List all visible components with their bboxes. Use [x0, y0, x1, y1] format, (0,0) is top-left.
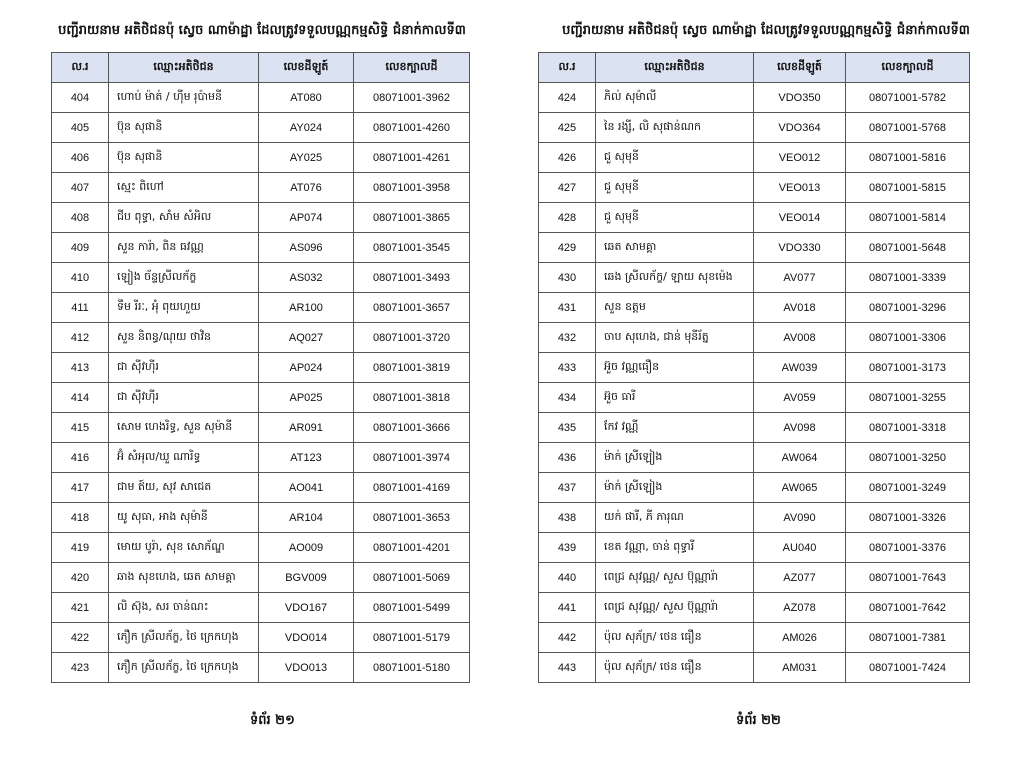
cell-number: 443	[539, 653, 596, 683]
cell-lot-number: AR091	[259, 413, 354, 443]
cell-parcel-number: 08071001-3173	[846, 353, 970, 383]
cell-parcel-number: 08071001-3865	[354, 203, 470, 233]
table-row	[52, 263, 470, 293]
cell-customer-name: ជីប ពុទ្ធា, សាំម សំអិល	[109, 203, 259, 233]
cell-customer-name: អ៊ួច វណ្ណធឿន	[596, 353, 754, 383]
page-title: បញ្ជីរាយនាម អតិថិជនប៉ុ ស្វេច ណាម៉ាដ្ឋា ដែលត្រូវទទួលបណ្ណកម្មសិទ្ធិ ជំនាក់កាលទី៣	[562, 23, 970, 38]
header-customer-name: ឈ្មោះអតិថិជន	[596, 53, 754, 83]
table-row	[539, 503, 970, 533]
table-row	[52, 293, 470, 323]
table-row	[52, 443, 470, 473]
cell-parcel-number: 08071001-5180	[354, 653, 470, 683]
cell-lot-number: AR104	[259, 503, 354, 533]
cell-customer-name: ប៊ុន សុផានិ	[109, 143, 259, 173]
cell-number: 437	[539, 473, 596, 503]
cell-lot-number: AZ078	[754, 593, 846, 623]
table-row	[539, 173, 970, 203]
cell-parcel-number: 08071001-3255	[846, 383, 970, 413]
cell-customer-name: ប៊ុន សុផានិ	[109, 113, 259, 143]
table-row	[539, 203, 970, 233]
table-row	[52, 353, 470, 383]
header-parcel-number: លេខក្បាលដី	[846, 53, 970, 83]
cell-number: 412	[52, 323, 109, 353]
cell-parcel-number: 08071001-4260	[354, 113, 470, 143]
cell-parcel-number: 08071001-5499	[354, 593, 470, 623]
cell-lot-number: AV090	[754, 503, 846, 533]
table-header-row	[52, 53, 470, 83]
page-number: ទំព័រ ២១	[250, 713, 295, 728]
cell-lot-number: AY024	[259, 113, 354, 143]
table-row	[539, 533, 970, 563]
cell-customer-name: ជា ស៊ីវហ៊ីរ	[109, 353, 259, 383]
cell-customer-name: ភិល់ សុម៉ាលី	[596, 83, 754, 113]
customer-table	[538, 52, 970, 683]
cell-number: 439	[539, 533, 596, 563]
cell-parcel-number: 08071001-5768	[846, 113, 970, 143]
cell-customer-name: អ៊ួច ធារី	[596, 383, 754, 413]
cell-parcel-number: 08071001-3249	[846, 473, 970, 503]
cell-customer-name: ម៉ាក់ ស្រីឡៀង	[596, 473, 754, 503]
cell-parcel-number: 08071001-3339	[846, 263, 970, 293]
cell-lot-number: AO009	[259, 533, 354, 563]
header-lot-number: លេខដីឡូត៍	[259, 53, 354, 83]
cell-customer-name: សោម ហេងរិទ្ធ, សួន សុម៉ានី	[109, 413, 259, 443]
cell-number: 420	[52, 563, 109, 593]
table-row	[52, 563, 470, 593]
cell-number: 433	[539, 353, 596, 383]
cell-number: 428	[539, 203, 596, 233]
cell-customer-name: ភឿក ស្រីលក័ក្ខ, ថៃ ក្រេកហុង	[109, 653, 259, 683]
table-row	[52, 623, 470, 653]
cell-number: 426	[539, 143, 596, 173]
cell-number: 418	[52, 503, 109, 533]
cell-number: 427	[539, 173, 596, 203]
cell-parcel-number: 08071001-3666	[354, 413, 470, 443]
cell-lot-number: AM031	[754, 653, 846, 683]
cell-customer-name: ជាម ឥ៍យ, សុវ សាជេត	[109, 473, 259, 503]
table-row	[539, 263, 970, 293]
cell-customer-name: ជួ សុមុនី	[596, 173, 754, 203]
cell-lot-number: VDO330	[754, 233, 846, 263]
table-row	[52, 173, 470, 203]
page-title: បញ្ជីរាយនាម អតិថិជនប៉ុ ស្វេច ណាម៉ាដ្ឋា ដែលត្រូវទទួលបណ្ណកម្មសិទ្ធិ ជំនាក់កាលទី៣	[58, 23, 466, 38]
cell-number: 436	[539, 443, 596, 473]
table-header-row	[539, 53, 970, 83]
cell-parcel-number: 08071001-3296	[846, 293, 970, 323]
cell-number: 419	[52, 533, 109, 563]
table-row	[539, 473, 970, 503]
cell-number: 430	[539, 263, 596, 293]
cell-parcel-number: 08071001-7642	[846, 593, 970, 623]
cell-customer-name: កែវ វណ្ណី	[596, 413, 754, 443]
cell-parcel-number: 08071001-3962	[354, 83, 470, 113]
cell-parcel-number: 08071001-3974	[354, 443, 470, 473]
right-page	[512, 0, 1024, 759]
cell-number: 415	[52, 413, 109, 443]
header-parcel-number: លេខក្បាលដី	[354, 53, 470, 83]
cell-lot-number: AW039	[754, 353, 846, 383]
cell-parcel-number: 08071001-3326	[846, 503, 970, 533]
cell-customer-name: យូ សុធា, អាង សុម៉ានី	[109, 503, 259, 533]
cell-number: 404	[52, 83, 109, 113]
cell-number: 421	[52, 593, 109, 623]
header-number: ល.រ	[52, 53, 109, 83]
table-row	[52, 203, 470, 233]
cell-customer-name: ប៉ុល សុភ័ក្រ/ ថេន ធឿន	[596, 623, 754, 653]
cell-number: 434	[539, 383, 596, 413]
table-row	[539, 563, 970, 593]
cell-lot-number: AQ027	[259, 323, 354, 353]
cell-parcel-number: 08071001-3720	[354, 323, 470, 353]
cell-customer-name: ពេជ្រ សុវណ្ណ/ សួស ប៊ុណ្ណារ៉ា	[596, 563, 754, 593]
cell-number: 442	[539, 623, 596, 653]
cell-lot-number: VEO013	[754, 173, 846, 203]
cell-parcel-number: 08071001-5179	[354, 623, 470, 653]
cell-lot-number: AV008	[754, 323, 846, 353]
cell-lot-number: VDO350	[754, 83, 846, 113]
cell-number: 405	[52, 113, 109, 143]
table-row	[52, 113, 470, 143]
cell-number: 424	[539, 83, 596, 113]
cell-lot-number: AV098	[754, 413, 846, 443]
cell-number: 410	[52, 263, 109, 293]
cell-lot-number: AV059	[754, 383, 846, 413]
cell-lot-number: AS032	[259, 263, 354, 293]
cell-customer-name: ជួ សុមុនី	[596, 143, 754, 173]
cell-customer-name: សួន ឧត្តម	[596, 293, 754, 323]
cell-parcel-number: 08071001-7381	[846, 623, 970, 653]
cell-customer-name: ស្មេះ ពិហៅ	[109, 173, 259, 203]
table-row	[52, 533, 470, 563]
cell-customer-name: ឆាង សុខហេង, ឆេត សាមគ្គា	[109, 563, 259, 593]
cell-parcel-number: 08071001-5814	[846, 203, 970, 233]
cell-customer-name: ឆេត សាមគ្គា	[596, 233, 754, 263]
cell-customer-name: ចាប សុហេង, ជាន់ មុនីរ័ត្ន	[596, 323, 754, 353]
cell-number: 407	[52, 173, 109, 203]
cell-parcel-number: 08071001-5648	[846, 233, 970, 263]
cell-number: 435	[539, 413, 596, 443]
cell-parcel-number: 08071001-3250	[846, 443, 970, 473]
cell-number: 432	[539, 323, 596, 353]
cell-parcel-number: 08071001-7424	[846, 653, 970, 683]
header-number: ល.រ	[539, 53, 596, 83]
header-lot-number: លេខដីឡូត៍	[754, 53, 846, 83]
cell-customer-name: ពេជ្រ សុវណ្ណ/ សួស ប៊ុណ្ណារ៉ា	[596, 593, 754, 623]
cell-customer-name: ជា ស៊ីវហ៊ីរ	[109, 383, 259, 413]
table-row	[52, 653, 470, 683]
cell-number: 440	[539, 563, 596, 593]
customer-table	[51, 52, 470, 683]
cell-parcel-number: 08071001-5069	[354, 563, 470, 593]
cell-lot-number: AT076	[259, 173, 354, 203]
cell-number: 423	[52, 653, 109, 683]
cell-customer-name: ឡៀង ច័ន្ទស្រីលក័ក្ខ	[109, 263, 259, 293]
cell-number: 438	[539, 503, 596, 533]
table-row	[539, 113, 970, 143]
cell-parcel-number: 08071001-3376	[846, 533, 970, 563]
cell-number: 441	[539, 593, 596, 623]
table-row	[539, 323, 970, 353]
table-row	[52, 593, 470, 623]
cell-number: 414	[52, 383, 109, 413]
table-row	[539, 443, 970, 473]
cell-lot-number: AV077	[754, 263, 846, 293]
table-row	[52, 503, 470, 533]
cell-parcel-number: 08071001-3819	[354, 353, 470, 383]
cell-parcel-number: 08071001-3657	[354, 293, 470, 323]
cell-number: 431	[539, 293, 596, 323]
cell-parcel-number: 08071001-4201	[354, 533, 470, 563]
cell-customer-name: ឆេង ស្រីលក័ក្ខ/ ឡាយ សុខម៉េង	[596, 263, 754, 293]
cell-lot-number: AV018	[754, 293, 846, 323]
cell-number: 417	[52, 473, 109, 503]
cell-number: 416	[52, 443, 109, 473]
cell-customer-name: សួន ការ៉ា, ពិន ធវណ្ណ	[109, 233, 259, 263]
cell-lot-number: AZ077	[754, 563, 846, 593]
cell-lot-number: VDO364	[754, 113, 846, 143]
cell-parcel-number: 08071001-3958	[354, 173, 470, 203]
cell-lot-number: AP074	[259, 203, 354, 233]
cell-parcel-number: 08071001-3306	[846, 323, 970, 353]
table-row	[539, 653, 970, 683]
table-row	[539, 383, 970, 413]
cell-customer-name: ជួ សុមុនី	[596, 203, 754, 233]
cell-lot-number: AW064	[754, 443, 846, 473]
cell-parcel-number: 08071001-7643	[846, 563, 970, 593]
cell-parcel-number: 08071001-3545	[354, 233, 470, 263]
table-row	[539, 293, 970, 323]
cell-number: 408	[52, 203, 109, 233]
header-customer-name: ឈ្មោះអតិថិជន	[109, 53, 259, 83]
table-row	[539, 83, 970, 113]
cell-number: 429	[539, 233, 596, 263]
cell-lot-number: AT080	[259, 83, 354, 113]
cell-parcel-number: 08071001-3818	[354, 383, 470, 413]
cell-customer-name: លិ ស៊ុង, សរ ចាន់ណះ	[109, 593, 259, 623]
cell-number: 425	[539, 113, 596, 143]
cell-lot-number: AT123	[259, 443, 354, 473]
table-row	[52, 383, 470, 413]
cell-customer-name: សួន និពន្ធ/ណុយ ថាវិន	[109, 323, 259, 353]
table-row	[52, 413, 470, 443]
cell-parcel-number: 08071001-5816	[846, 143, 970, 173]
page-number: ទំព័រ ២២	[736, 713, 781, 728]
cell-lot-number: BGV009	[259, 563, 354, 593]
table-row	[539, 233, 970, 263]
cell-lot-number: VEO012	[754, 143, 846, 173]
cell-customer-name: ប៉ុល សុភ័ក្រ/ ថេន ធឿន	[596, 653, 754, 683]
cell-lot-number: AS096	[259, 233, 354, 263]
table-row	[52, 143, 470, 173]
cell-parcel-number: 08071001-4261	[354, 143, 470, 173]
cell-lot-number: AR100	[259, 293, 354, 323]
cell-number: 406	[52, 143, 109, 173]
cell-customer-name: យក់ ផារី, ភី ភារុណ	[596, 503, 754, 533]
table-row	[52, 233, 470, 263]
cell-parcel-number: 08071001-3653	[354, 503, 470, 533]
cell-customer-name: អ៊ំ សំអុល/ឃួ ណារិទ្ធ	[109, 443, 259, 473]
cell-number: 409	[52, 233, 109, 263]
table-row	[539, 413, 970, 443]
cell-customer-name: ភឿក ស្រីលក័ក្ខ, ថៃ ក្រេកហុង	[109, 623, 259, 653]
cell-lot-number: AY025	[259, 143, 354, 173]
cell-lot-number: AW065	[754, 473, 846, 503]
cell-parcel-number: 08071001-5782	[846, 83, 970, 113]
cell-number: 411	[52, 293, 109, 323]
cell-lot-number: VEO014	[754, 203, 846, 233]
cell-customer-name: ខេត វណ្ណា, ចាន់ ពុទ្ធារី	[596, 533, 754, 563]
cell-lot-number: VDO014	[259, 623, 354, 653]
table-row	[52, 323, 470, 353]
cell-lot-number: AP025	[259, 383, 354, 413]
cell-number: 413	[52, 353, 109, 383]
table-row	[539, 353, 970, 383]
table-row	[539, 143, 970, 173]
cell-lot-number: VDO013	[259, 653, 354, 683]
table-row	[52, 473, 470, 503]
table-row	[52, 83, 470, 113]
table-row	[539, 593, 970, 623]
cell-customer-name: នៃ រង្សី, លិ សុផាន់ណក	[596, 113, 754, 143]
cell-customer-name: មោយ បូរ៉ា, សុខ សោភ័ណ្ឌ	[109, 533, 259, 563]
cell-customer-name: ម៉ាក់ ស្រីឡៀង	[596, 443, 754, 473]
cell-parcel-number: 08071001-3493	[354, 263, 470, 293]
cell-parcel-number: 08071001-4169	[354, 473, 470, 503]
cell-lot-number: AU040	[754, 533, 846, 563]
cell-number: 422	[52, 623, 109, 653]
cell-lot-number: AO041	[259, 473, 354, 503]
table-row	[539, 623, 970, 653]
cell-parcel-number: 08071001-5815	[846, 173, 970, 203]
cell-parcel-number: 08071001-3318	[846, 413, 970, 443]
cell-lot-number: AM026	[754, 623, 846, 653]
cell-customer-name: ហោប់ ម៉ាត់ / ហ៊ីម រុប៉ាមនី	[109, 83, 259, 113]
cell-customer-name: ទឹម រីរៈ, អ៉ំ ពុយហួយ	[109, 293, 259, 323]
cell-lot-number: AP024	[259, 353, 354, 383]
cell-lot-number: VDO167	[259, 593, 354, 623]
